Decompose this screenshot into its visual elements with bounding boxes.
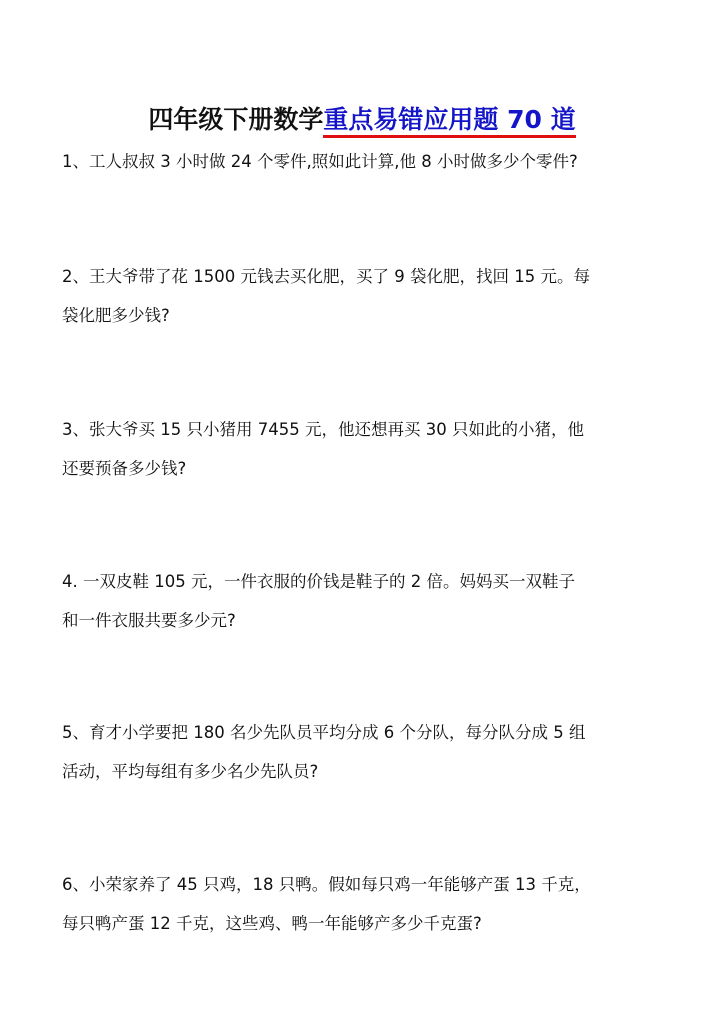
question-line: 6、小荣家养了 45 只鸡，18 只鸭。假如每只鸡一年能够产蛋 13 千克， — [62, 875, 591, 894]
question-2 — [62, 265, 672, 343]
title-plain: 四年级下册数学 — [148, 105, 324, 134]
question-6 — [62, 873, 672, 951]
question-line: 1、工人叔叔 3 小时做 24 个零件,照如此计算,他 8 小时做多少个零件? — [62, 152, 578, 171]
question-line: 每只鸭产蛋 12 千克，这些鸡、鸭一年能够产多少千克蛋? — [62, 914, 482, 933]
question-line: 3、张大爷买 15 只小猪用 7455 元，他还想再买 30 只如此的小猪，他 — [62, 420, 584, 439]
question-4 — [62, 570, 672, 648]
question-line: 2、王大爷带了花 1500 元钱去买化肥，买了 9 袋化肥，找回 15 元。每 — [62, 267, 590, 286]
question-line: 活动，平均每组有多少名少先队员? — [62, 762, 319, 781]
question-line: 5、育才小学要把 180 名少先队员平均分成 6 个分队，每分队分成 5 组 — [62, 723, 586, 742]
question-line: 和一件衣服共要多少元? — [62, 611, 236, 630]
question-3 — [62, 418, 672, 496]
question-line: 袋化肥多少钱? — [62, 306, 170, 325]
question-1 — [62, 150, 672, 189]
question-5 — [62, 721, 672, 799]
question-line: 还要预备多少钱? — [62, 459, 187, 478]
question-line: 4. 一双皮鞋 105 元，一件衣服的价钱是鞋子的 2 倍。妈妈买一双鞋子 — [62, 572, 575, 591]
page-title — [0, 100, 724, 136]
title-highlight: 重点易错应用题 70 道 — [323, 105, 575, 138]
